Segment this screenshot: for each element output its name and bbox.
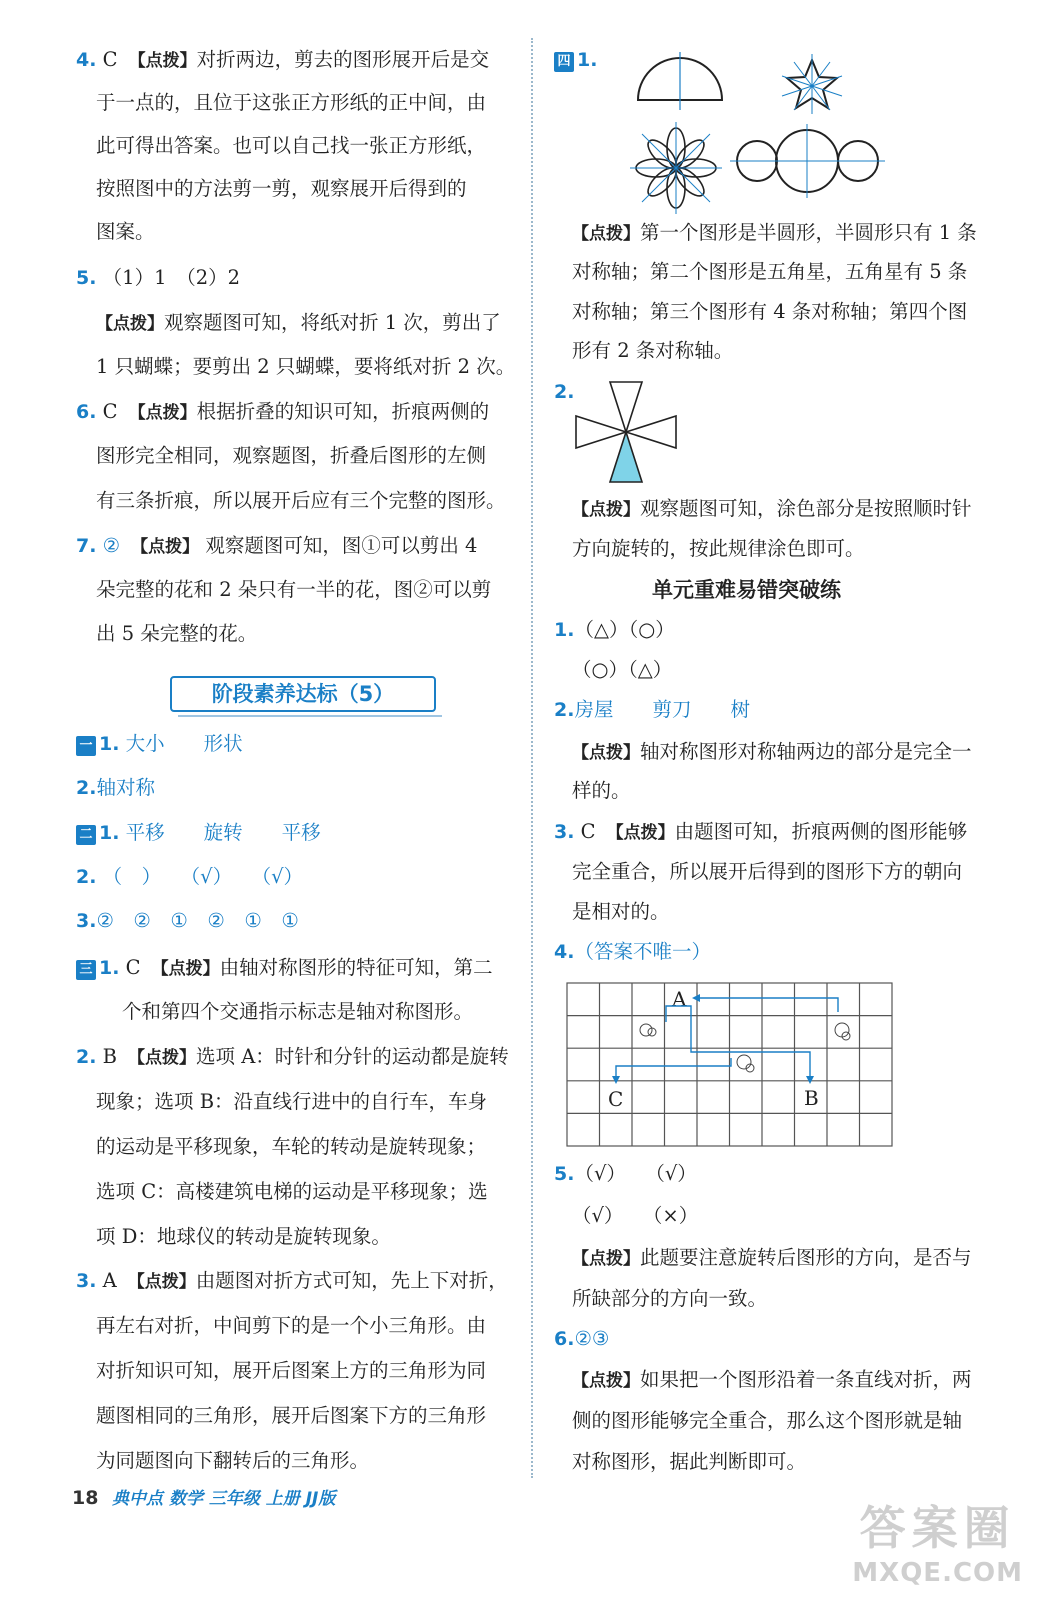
s2-q1-answer: 平移 旋转 平移 — [125, 821, 321, 844]
s3-q3-hint-tag: 【点拨】 — [136, 1272, 196, 1292]
q5-answer: （1）1 （2）2 — [102, 266, 241, 289]
section-one-marker: 一 — [76, 736, 96, 756]
q6-line-1 — [76, 400, 489, 425]
q6-line-2: 图形完全相同，观察题图，折叠后图形的左侧 — [96, 444, 487, 467]
s3-q3-text: 由题图对折方式可知，先上下对折， — [195, 1269, 508, 1292]
animal-icons — [640, 1023, 850, 1072]
s3-q3-answer: A — [102, 1269, 117, 1292]
u2-line-2 — [572, 740, 972, 765]
q4-line-5: 图案。 — [96, 220, 155, 243]
u5-line-1 — [554, 1162, 697, 1186]
u3-text: 由题图可知，折痕两侧的图形能够 — [674, 820, 968, 843]
q4-line-2: 于一点的，且位于这张正方形纸的正中间，由 — [96, 91, 487, 114]
s3-q2-line-2: 现象；选项 B：沿直线行进中的自行车，车身 — [96, 1090, 488, 1113]
s4-q1-line-4: 形有 2 条对称轴。 — [572, 339, 734, 362]
s4-q2-label — [554, 380, 574, 404]
q4-number: 4. — [76, 49, 97, 71]
star-figure — [782, 54, 842, 114]
s2-q1-number: 1. — [99, 822, 120, 844]
u6-answer: ②③ — [574, 1327, 610, 1350]
s2-q2 — [76, 865, 303, 889]
u2-text: 轴对称图形对称轴两边的部分是完全一 — [640, 740, 972, 763]
u3-line-2: 完全重合，所以展开后得到的图形下方的朝向 — [572, 860, 963, 883]
s4-q1-line-2: 对称轴；第二个图形是五角星，五角星有 5 条 — [572, 260, 968, 283]
u3-hint-tag: 【点拨】 — [615, 823, 675, 843]
s3-q1-number: 1. — [99, 957, 120, 979]
q5-line-3: 1 只蝴蝶；要剪出 2 只蝴蝶，要将纸对折 2 次。 — [96, 355, 516, 378]
u2-hint-tag: 【点拨】 — [572, 743, 640, 763]
three-circles-figure — [730, 124, 885, 198]
column-divider — [531, 38, 533, 1478]
route-arrows — [612, 994, 814, 1084]
q7-line-2: 朵完整的花和 2 朵只有一半的花，图②可以剪 — [96, 578, 492, 601]
u5-number: 5. — [554, 1163, 575, 1185]
q6-hint-tag: 【点拨】 — [137, 403, 197, 423]
q7-line-1 — [76, 534, 477, 559]
s4-q2-hint-tag: 【点拨】 — [572, 500, 640, 520]
s3-q2-hint-tag: 【点拨】 — [136, 1048, 197, 1068]
u6-hint-tag: 【点拨】 — [572, 1371, 640, 1391]
u4-answer: （答案不唯一） — [574, 940, 711, 963]
q5-text: 观察题图可知，将纸对折 1 次，剪出了 — [164, 311, 501, 334]
flower-figure — [630, 122, 722, 214]
s2-q2-number: 2. — [76, 866, 97, 888]
q6-number: 6. — [76, 401, 97, 423]
u6-line-4: 对称图形，据此判断即可。 — [572, 1450, 807, 1473]
q4-hint-tag: 【点拨】 — [137, 51, 197, 71]
q4-answer: C — [102, 48, 118, 71]
u3-answer: C — [580, 820, 596, 843]
q7-text: 观察题图可知，图①可以剪出 4 — [205, 534, 478, 557]
u1-line-1 — [554, 618, 675, 642]
s3-q1-line-1 — [76, 956, 493, 981]
u2-line-3: 样的。 — [572, 779, 631, 802]
unit-heading: 单元重难易错突破练 — [652, 578, 841, 602]
q7-answer: ② — [102, 534, 121, 557]
s3-q1-line-2: 个和第四个交通指示标志是轴对称图形。 — [122, 1000, 474, 1023]
s3-q1-hint-tag: 【点拨】 — [160, 959, 220, 979]
q7-hint-tag: 【点拨】 — [139, 537, 200, 557]
u5-line-4: 所缺部分的方向一致。 — [572, 1287, 768, 1310]
s1-q1-number: 1. — [99, 733, 120, 755]
s4-q2-number: 2. — [554, 381, 575, 403]
book-brand: 典中点 数学 三年级 上册 JJ版 — [112, 1489, 336, 1509]
u2-answer: 房屋 剪刀 树 — [574, 698, 750, 721]
section-three-marker: 三 — [76, 960, 96, 980]
u1-number: 1. — [554, 619, 575, 641]
s3-q3-number: 3. — [76, 1270, 97, 1292]
grid-label-c: C — [608, 1087, 624, 1111]
s3-q2-text: 选项 A：时针和分针的运动都是旋转 — [196, 1045, 509, 1068]
s3-q1-answer: C — [125, 956, 141, 979]
s4-q2-line-2: 方向旋转的，按此规律涂色即可。 — [572, 537, 865, 560]
s1-q2-answer: 轴对称 — [96, 776, 155, 799]
u3-line-3: 是相对的。 — [572, 900, 670, 923]
u6-line-2 — [572, 1368, 972, 1393]
q7-line-3: 出 5 朵完整的花。 — [96, 622, 258, 645]
s4-q1-label — [554, 48, 597, 72]
s3-q3-line-5: 为同题图向下翻转后的三角形。 — [96, 1449, 370, 1472]
q6-answer: C — [102, 400, 118, 423]
s3-q3-line-4: 题图相同的三角形，展开后图案下方的三角形 — [96, 1404, 487, 1427]
s2-q3 — [76, 909, 299, 933]
s3-q2-line-5: 项 D：地球仪的转动是旋转现象。 — [96, 1225, 391, 1248]
q6-text: 根据折叠的知识可知，折痕两侧的 — [196, 400, 490, 423]
s4-q1-text: 第一个图形是半圆形，半圆形只有 1 条 — [640, 221, 977, 244]
page-number: 18 — [72, 1487, 99, 1509]
u5-line-2: （√） （×） — [572, 1204, 699, 1227]
s2-q1 — [76, 821, 321, 845]
symmetry-figures — [620, 48, 900, 218]
s3-q2-line-3: 的运动是平移现象，车轮的转动是旋转现象； — [96, 1135, 487, 1158]
u2-line-1 — [554, 698, 750, 722]
q5-hint-tag: 【点拨】 — [96, 314, 164, 334]
s4-q2-line-1 — [572, 497, 972, 522]
section-banner: 阶段素养达标（5） — [170, 676, 436, 712]
grid-label-b: B — [804, 1086, 819, 1110]
grid-label-a: A — [672, 987, 687, 1011]
s3-q2-line-4: 选项 C：高楼建筑电梯的运动是平移现象；选 — [96, 1180, 488, 1203]
s3-q3-line-3: 对折知识可知，展开后图案上方的三角形为同 — [96, 1359, 487, 1382]
u6-number: 6. — [554, 1328, 575, 1350]
watermark-title: 答案圈 — [859, 1501, 1016, 1555]
s2-q2-answer: （ ） （√） （√） — [102, 865, 304, 888]
s4-q1-hint-tag: 【点拨】 — [572, 224, 640, 244]
q5-number: 5. — [76, 267, 97, 289]
s1-q2-number: 2. — [76, 777, 97, 799]
u1-answer-1: （△）（○） — [574, 618, 675, 641]
s3-q2-number: 2. — [76, 1046, 97, 1068]
s3-q1-text: 由轴对称图形的特征可知，第二 — [219, 956, 493, 979]
u6-line-1 — [554, 1327, 609, 1351]
s4-q1-line-3: 对称轴；第三个图形有 4 条对称轴；第四个图 — [572, 300, 968, 323]
u3-line-1 — [554, 820, 967, 845]
s1-q2 — [76, 776, 155, 800]
u2-number: 2. — [554, 699, 575, 721]
s4-q2-text: 观察题图可知，涂色部分是按照顺时针 — [640, 497, 972, 520]
u1-line-2: （○）（△） — [572, 658, 673, 681]
page-footer — [72, 1484, 335, 1509]
watermark — [852, 1492, 1023, 1588]
s3-q2-answer: B — [102, 1045, 117, 1068]
u3-number: 3. — [554, 821, 575, 843]
s4-q1-number: 1. — [577, 49, 598, 71]
u5-text: 此题要注意旋转后图形的方向，是否与 — [640, 1246, 972, 1269]
q5-line-1 — [76, 266, 240, 290]
u5-line-3 — [572, 1246, 972, 1271]
q4-line-3: 此可得出答案。也可以自己找一张正方形纸， — [96, 134, 487, 157]
s3-q3-line-2: 再左右对折，中间剪下的是一个小三角形。由 — [96, 1314, 487, 1337]
s1-q1 — [76, 732, 243, 756]
shaded-triangle — [610, 432, 642, 482]
q5-line-2 — [96, 311, 501, 336]
u6-text: 如果把一个图形沿着一条直线对折，两 — [640, 1368, 972, 1391]
q6-line-3: 有三条折痕，所以展开后应有三个完整的图形。 — [96, 489, 506, 512]
u4-number: 4. — [554, 941, 575, 963]
section-four-marker: 四 — [554, 52, 574, 72]
q4-text: 对折两边，剪去的图形展开后是交 — [196, 48, 490, 71]
q4-line-4: 按照图中的方法剪一剪，观察展开后得到的 — [96, 177, 467, 200]
u5-answer-1: （√） （√） — [574, 1162, 697, 1185]
watermark-url: MXQE.COM — [852, 1558, 1023, 1588]
s1-q1-answer: 大小 形状 — [125, 732, 243, 755]
route-lines — [616, 998, 838, 1080]
s2-q3-number: 3. — [76, 910, 97, 932]
pinwheel-figure — [574, 380, 678, 484]
u4-line-1 — [554, 940, 711, 964]
q7-number: 7. — [76, 535, 97, 557]
route-grid — [566, 982, 894, 1148]
q4-line-1 — [76, 48, 489, 73]
s2-q3-answer: ② ② ① ② ① ① — [96, 909, 299, 932]
s3-q3-line-1 — [76, 1269, 508, 1294]
u6-line-3: 侧的图形能够完全重合，那么这个图形就是轴 — [572, 1409, 963, 1432]
section-two-marker: 二 — [76, 825, 96, 845]
s4-q1-line-1 — [572, 221, 977, 246]
s3-q2-line-1 — [76, 1045, 509, 1070]
u5-hint-tag: 【点拨】 — [572, 1249, 640, 1269]
